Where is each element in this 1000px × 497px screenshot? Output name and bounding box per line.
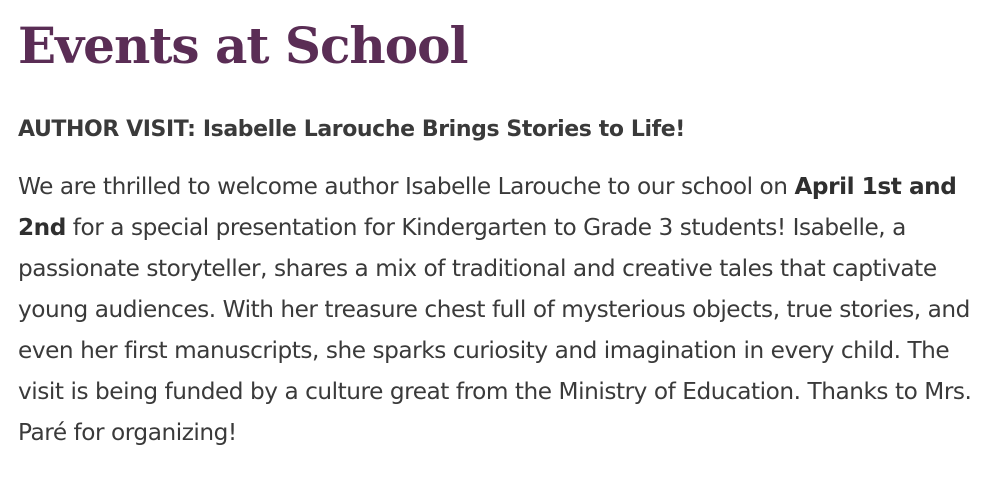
article-body-rest: for a special presentation for Kindergarten to Grade 3 students! Isabelle, a passionate storyteller, shares a mix of traditional and creative tales that captivate young audiences. With her treasure chest full of mysterious objects, true stories, and even her first manuscripts, she sparks curiosity and imagination in every child. The visit is being funded by a culture great from the Ministry of Education. Thanks to Mrs. Paré for organizing! bbox=[18, 214, 972, 446]
article-body bbox=[18, 166, 990, 453]
article-heading: AUTHOR VISIT: Isabelle Larouche Brings Stories to Life! bbox=[18, 117, 685, 142]
article-event-dates: April 1st and 2nd bbox=[18, 173, 957, 241]
page-content bbox=[18, 0, 990, 453]
article-body-intro: We are thrilled to welcome author Isabelle Larouche to our school on bbox=[18, 173, 795, 200]
page-title: Events at School bbox=[18, 16, 468, 75]
